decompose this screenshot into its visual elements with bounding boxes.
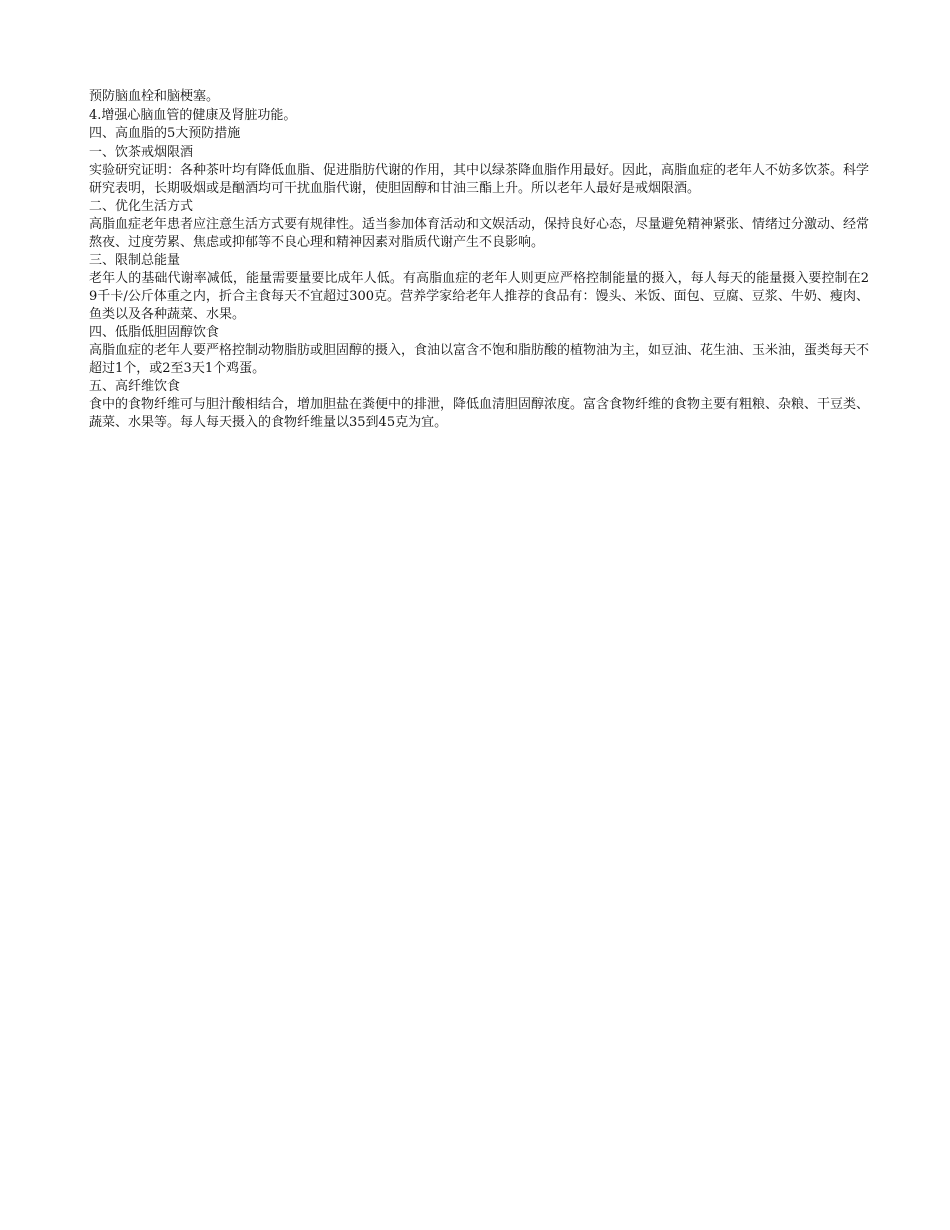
document-page bbox=[89, 88, 869, 432]
subsection-title-1: 一、饮茶戒烟限酒 bbox=[89, 144, 194, 160]
subsection-body-1: 实验研究证明：各种茶叶均有降低血脂、促进脂肪代谢的作用，其中以绿茶降血脂作用最好。因此，高脂血症的老年人不妨多饮茶。科学研究表明，长期吸烟或是酗酒均可干扰血脂代谢，使胆固醇和甘油三酯上升。所以老年人最好是戒烟限酒。 bbox=[89, 163, 870, 196]
text-line-intro: 预防脑血栓和脑梗塞。 bbox=[89, 89, 220, 104]
section-heading: 四、高血脂的5大预防措施 bbox=[89, 126, 241, 141]
subsection-title-3: 三、限制总能量 bbox=[89, 252, 181, 268]
text-line-item-4: 4.增强心脑血管的健康及肾脏功能。 bbox=[89, 107, 297, 123]
subsection-title-2: 二、优化生活方式 bbox=[89, 198, 194, 214]
subsection-body-3: 老年人的基础代谢率减低，能量需要量要比成年人低。有高脂血症的老年人则更应严格控制能量的摄入，每人每天的能量摄入要控制在29千卡/公斤体重之内，折合主食每天不宜超过300克。营养学家给老年人推荐的食品有：馒头、米饭、面包、豆腐、豆浆、牛奶、瘦肉、鱼类以及各种蔬菜、水果。 bbox=[89, 271, 869, 322]
subsection-body-2: 高脂血症老年患者应注意生活方式要有规律性。适当参加体育活动和文娱活动，保持良好心态，尽量避免精神紧张、情绪过分激动、经常熬夜、过度劳累、焦虑或抑郁等不良心理和精神因素对脂质代谢产生不良影响。 bbox=[89, 217, 870, 250]
subsection-title-4: 四、低脂低胆固醇饮食 bbox=[89, 324, 220, 340]
subsection-body-5: 食中的食物纤维可与胆汁酸相结合，增加胆盐在粪便中的排泄，降低血清胆固醇浓度。富含食物纤维的食物主要有粗粮、杂粮、干豆类、蔬菜、水果等。每人每天摄入的食物纤维量以35到45克为宜。 bbox=[89, 397, 870, 430]
subsection-title-5: 五、高纤维饮食 bbox=[89, 378, 181, 394]
subsection-body-4: 高脂血症的老年人要严格控制动物脂肪或胆固醇的摄入，食油以富含不饱和脂肪酸的植物油为主，如豆油、花生油、玉米油，蛋类每天不超过1个，或2至3天1个鸡蛋。 bbox=[89, 343, 870, 376]
